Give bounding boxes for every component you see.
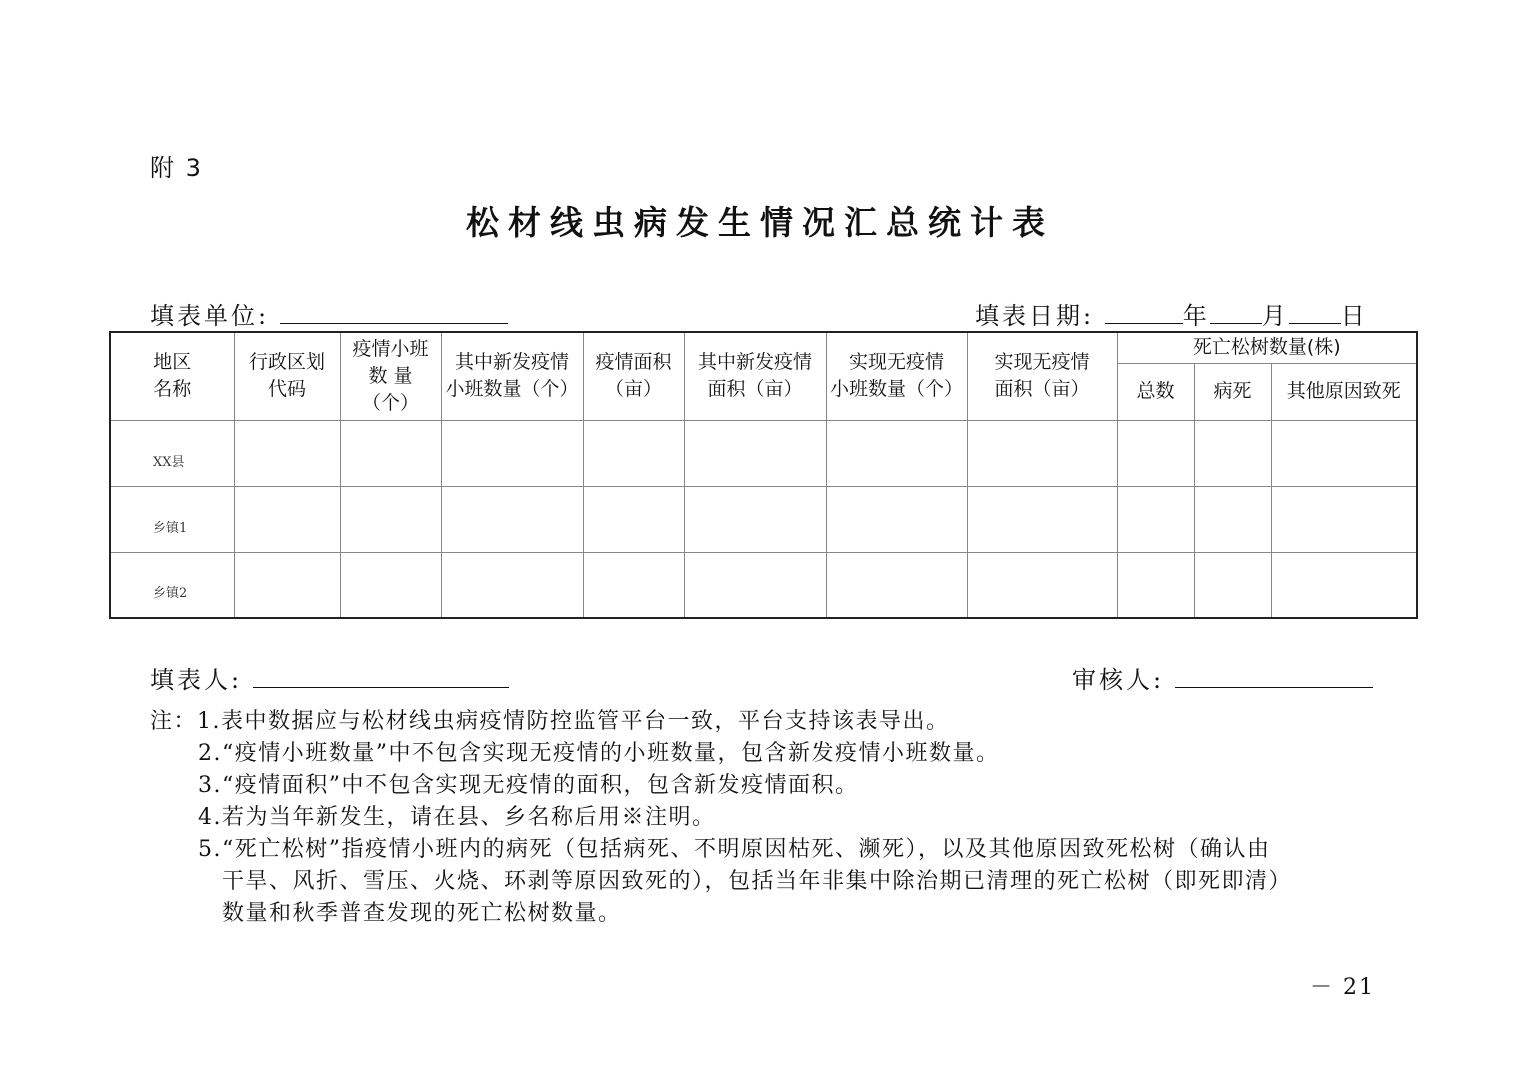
fill-unit-row: [150, 296, 508, 331]
header-dead-disease: 病死: [1194, 363, 1271, 420]
table-cell: [1117, 486, 1194, 552]
header-new-plot-count: 其中新发疫情 小班数量（个）: [441, 332, 583, 420]
day-blank: [1289, 301, 1341, 324]
note-5-line-1: 5.“死亡松树”指疫情小班内的病死（包括病死、不明原因枯死、濒死），以及其他原因致死松树（确认由: [198, 837, 1271, 862]
filler-blank: [253, 665, 509, 688]
header-free-plot-count: 实现无疫情 小班数量（个）: [826, 332, 967, 420]
table-row: [110, 486, 1417, 552]
day-label: 日: [1340, 302, 1368, 330]
table-cell: [583, 552, 684, 618]
table-cell: [826, 486, 967, 552]
fill-unit-label: 填表单位:: [150, 302, 270, 330]
table-cell: [967, 486, 1117, 552]
table-cell: [234, 552, 340, 618]
table-cell: [826, 420, 967, 486]
table-cell: [1194, 420, 1271, 486]
table-cell: [234, 420, 340, 486]
statistics-table: [109, 331, 1418, 619]
table-cell: [583, 420, 684, 486]
table-cell: [1194, 486, 1271, 552]
table-cell: [1194, 552, 1271, 618]
table-row: [110, 552, 1417, 618]
table-cell: [967, 552, 1117, 618]
fill-date-label: 填表日期:: [975, 302, 1095, 330]
table-cell: [684, 486, 826, 552]
table-cell: [1271, 552, 1417, 618]
header-admin-code: 行政区划 代码: [234, 332, 340, 420]
year-label: 年: [1182, 302, 1210, 330]
table-row: [110, 420, 1417, 486]
year-blank: [1105, 301, 1183, 324]
document-title: 松材线虫病发生情况汇总统计表: [466, 203, 1054, 242]
table-cell: [340, 552, 441, 618]
table-cell: [441, 552, 583, 618]
fill-unit-blank: [280, 301, 508, 324]
filler-label: 填表人:: [150, 666, 243, 694]
header-area: 疫情面积 （亩）: [583, 332, 684, 420]
table-cell: [684, 552, 826, 618]
region-cell: 乡镇1: [110, 486, 234, 552]
month-label: 月: [1261, 302, 1289, 330]
table-cell: [340, 420, 441, 486]
header-dead-other: 其他原因致死: [1271, 363, 1417, 420]
page-number: － 21: [1310, 975, 1375, 1000]
reviewer-row: [1072, 660, 1373, 695]
filler-row: [150, 660, 509, 695]
region-cell: 乡镇2: [110, 552, 234, 618]
note-4: 4.若为当年新发生，请在县、乡名称后用※注明。: [198, 805, 716, 830]
header-region: 地区 名称: [110, 332, 234, 420]
region-cell: XX县: [110, 420, 234, 486]
reviewer-blank: [1175, 665, 1373, 688]
table-cell: [684, 420, 826, 486]
appendix-label: 附 3: [150, 154, 203, 182]
header-row-1: [110, 332, 1417, 363]
table-cell: [441, 486, 583, 552]
notes-prefix: 注：: [150, 709, 198, 734]
header-dead-total: 总数: [1117, 363, 1194, 420]
notes-section: [150, 706, 1390, 930]
note-5-line-3: 数量和秋季普查发现的死亡松树数量。: [222, 901, 622, 926]
header-free-area: 实现无疫情 面积（亩）: [967, 332, 1117, 420]
table-cell: [340, 486, 441, 552]
table-cell: [1117, 552, 1194, 618]
month-blank: [1210, 301, 1262, 324]
header-dead-trees-group: 死亡松树数量(株): [1117, 332, 1417, 363]
table-cell: [1271, 486, 1417, 552]
note-5-line-2: 干旱、风折、雪压、火烧、环剥等原因致死的），包括当年非集中除治期已清理的死亡松树（即死即清）: [222, 869, 1293, 894]
reviewer-label: 审核人:: [1072, 666, 1165, 694]
table-cell: [441, 420, 583, 486]
table-cell: [967, 420, 1117, 486]
table-cell: [826, 552, 967, 618]
fill-date-row: [975, 296, 1368, 331]
note-2: 2.“疫情小班数量”中不包含实现无疫情的小班数量，包含新发疫情小班数量。: [198, 741, 1000, 766]
note-1: 注：1.表中数据应与松材线虫病疫情防控监管平台一致，平台支持该表导出。: [150, 709, 950, 734]
table-cell: [1271, 420, 1417, 486]
table-cell: [583, 486, 684, 552]
note-3: 3.“疫情面积”中不包含实现无疫情的面积，包含新发疫情面积。: [198, 773, 859, 798]
header-plot-count: 疫情小班 数 量 （个）: [340, 332, 441, 420]
header-new-area: 其中新发疫情 面积（亩）: [684, 332, 826, 420]
table-cell: [1117, 420, 1194, 486]
table-cell: [234, 486, 340, 552]
